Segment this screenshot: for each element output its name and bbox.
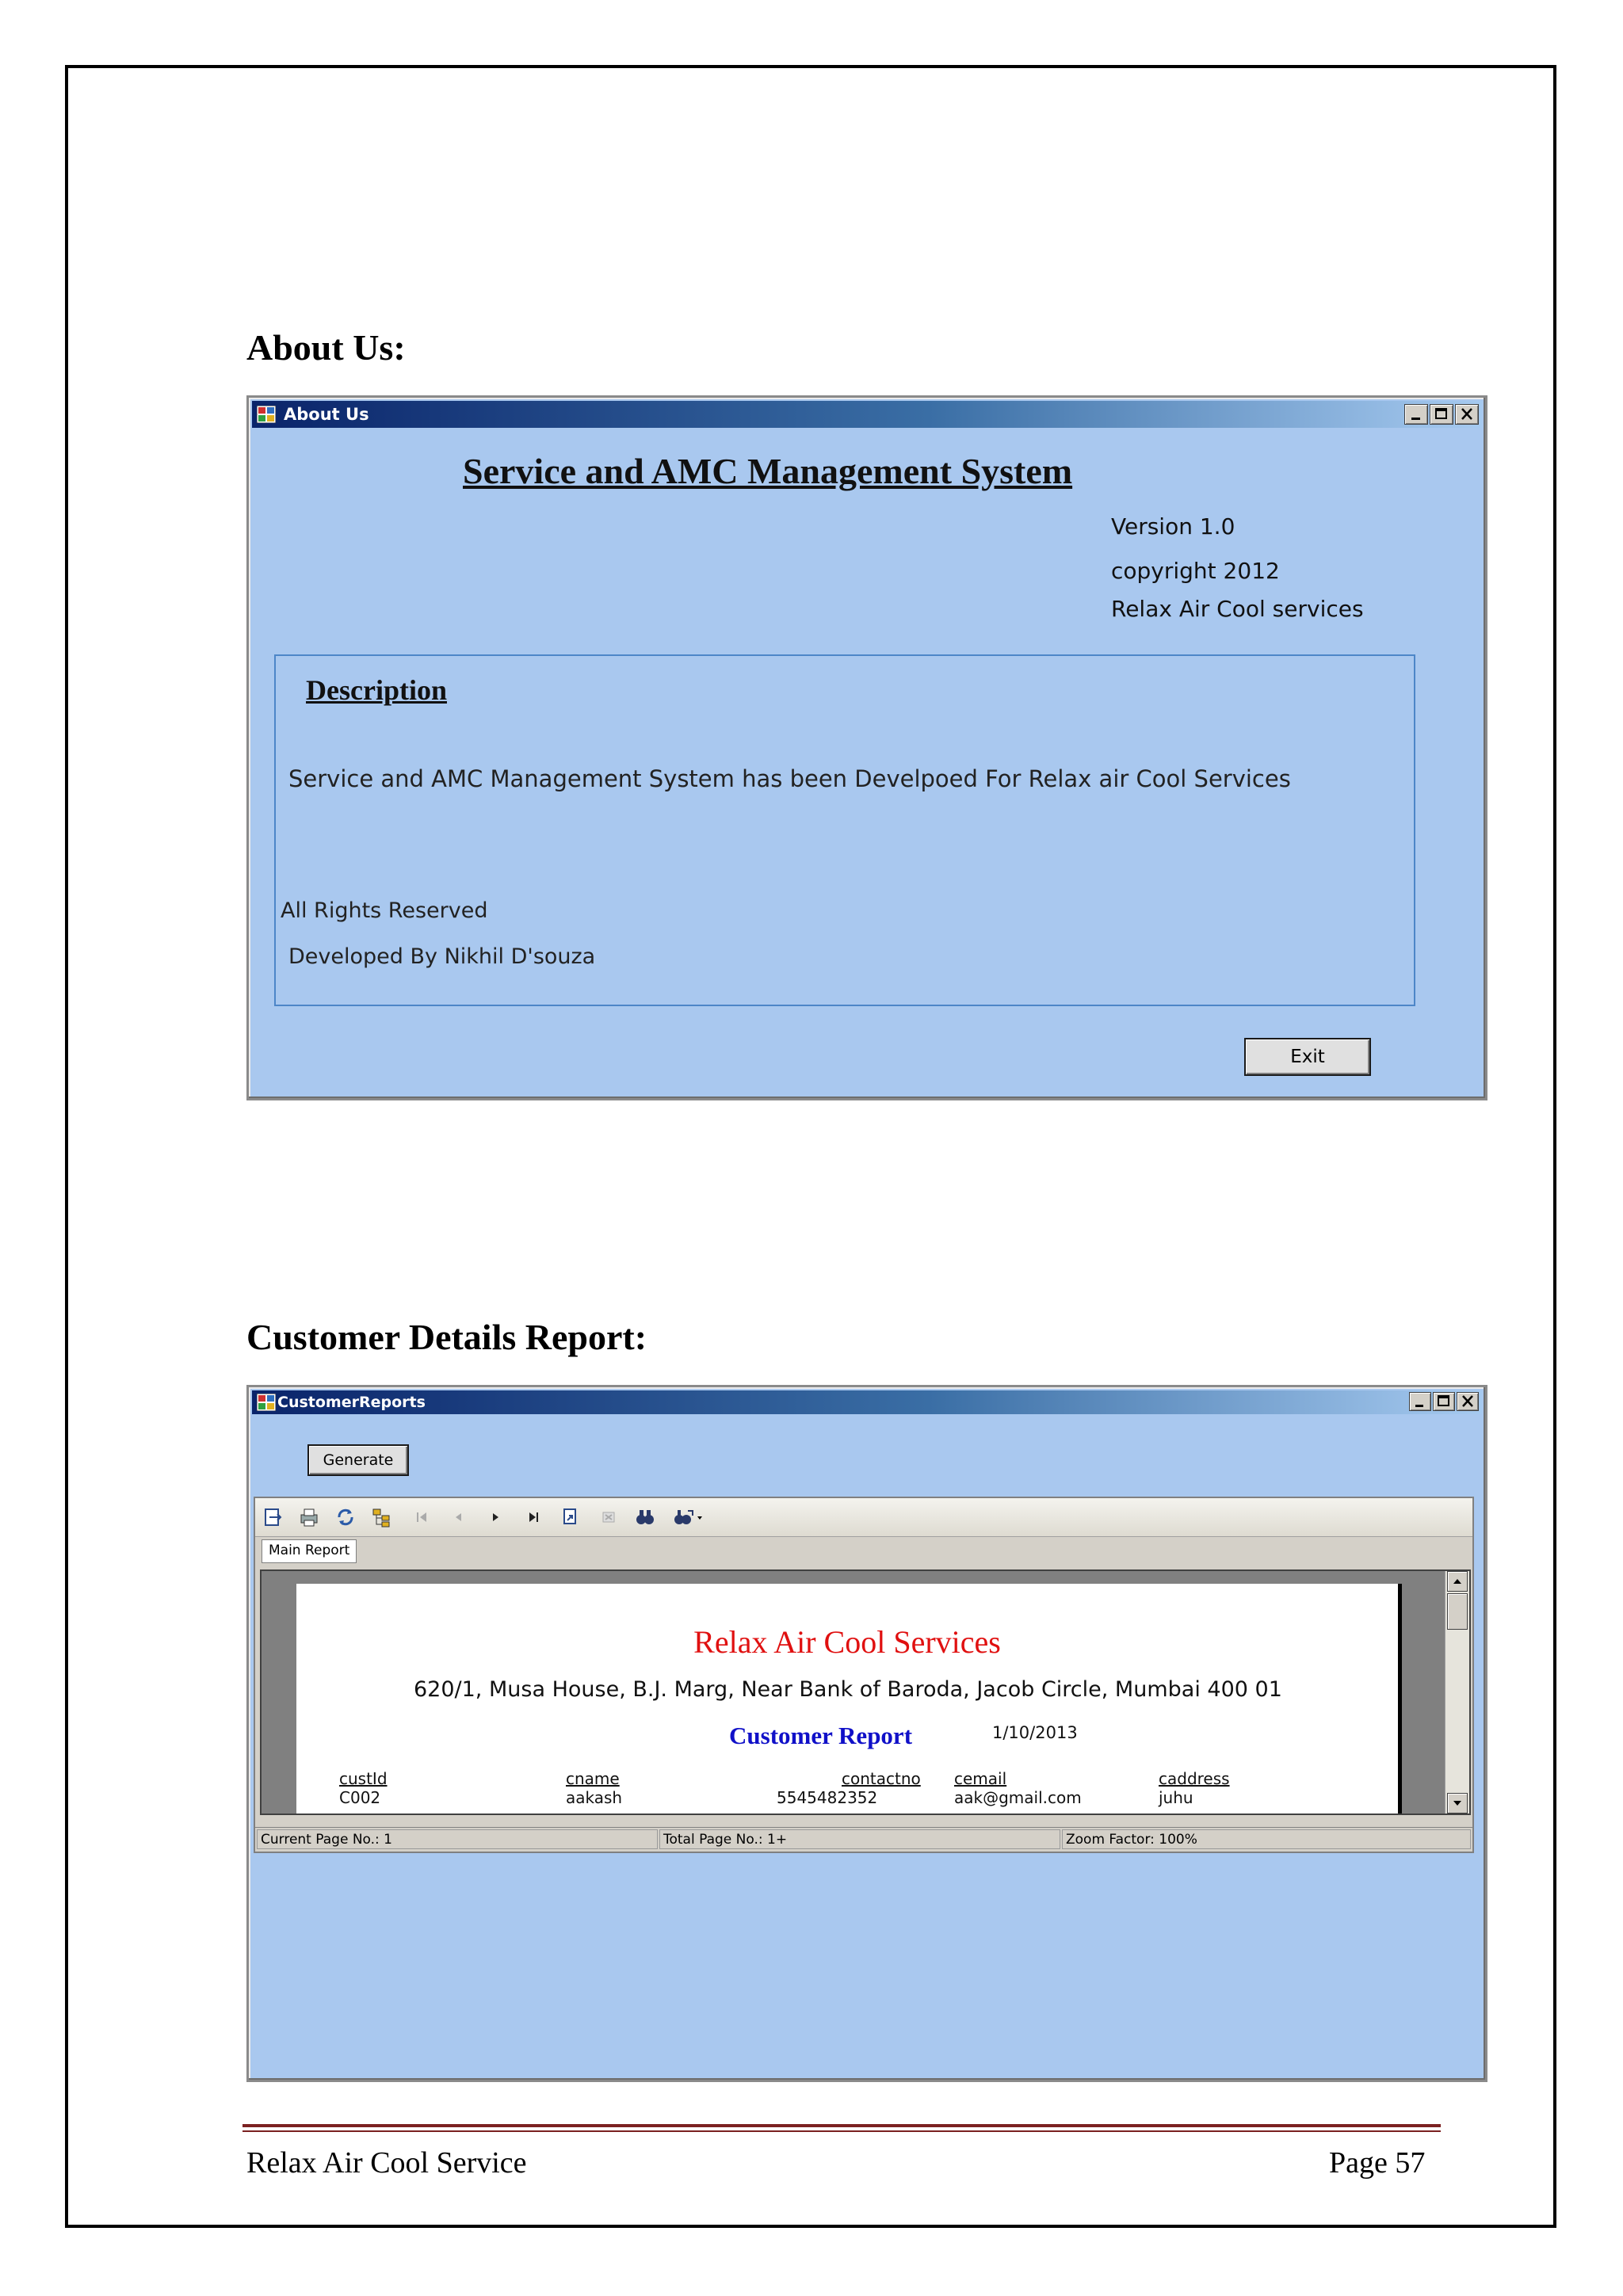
developer-label: Developed By Nikhil D'souza bbox=[288, 944, 596, 969]
report-title: Customer Report bbox=[729, 1722, 913, 1749]
report-page bbox=[296, 1584, 1402, 1814]
copyright-label: copyright 2012 bbox=[1111, 558, 1280, 584]
minimize-button[interactable] bbox=[1404, 404, 1428, 425]
zoom-icon[interactable] bbox=[670, 1506, 705, 1528]
viewer-statusbar bbox=[255, 1827, 1472, 1852]
table-cell-caddress: juhu bbox=[1159, 1788, 1193, 1807]
previous-page-icon[interactable] bbox=[447, 1506, 469, 1528]
tab-main-report[interactable]: Main Report bbox=[262, 1539, 357, 1563]
report-address: 620/1, Musa House, B.J. Marg, Near Bank of Baroda, Jacob Circle, Mumbai 400 01 bbox=[414, 1677, 1282, 1702]
table-cell-custid: C002 bbox=[339, 1788, 381, 1807]
current-page-status: Current Page No.: 1 bbox=[257, 1829, 658, 1849]
app-icon bbox=[257, 406, 276, 423]
about-window bbox=[246, 395, 1487, 1100]
chevron-up-icon bbox=[1448, 1572, 1467, 1591]
group-tree-icon[interactable] bbox=[371, 1506, 393, 1528]
stop-icon[interactable] bbox=[598, 1506, 620, 1528]
app-title: Service and AMC Management System bbox=[463, 451, 1073, 491]
report-window bbox=[246, 1385, 1487, 2082]
report-company-name: Relax Air Cool Services bbox=[693, 1624, 1001, 1660]
report-titlebar[interactable] bbox=[252, 1390, 1482, 1414]
scroll-down-button[interactable] bbox=[1447, 1793, 1468, 1814]
minimize-icon bbox=[1410, 1393, 1430, 1410]
total-pages-status: Total Page No.: 1+ bbox=[659, 1829, 1060, 1849]
description-text: Service and AMC Management System has been Develpoed For Relax air Cool Services bbox=[288, 765, 1291, 792]
table-cell-cname: aakash bbox=[566, 1788, 623, 1807]
close-button[interactable] bbox=[1455, 404, 1479, 425]
close-button[interactable] bbox=[1457, 1392, 1479, 1411]
about-titlebar[interactable] bbox=[252, 401, 1482, 428]
about-window-title: About Us bbox=[284, 405, 369, 424]
column-header-caddress: caddress bbox=[1159, 1769, 1230, 1788]
description-label: Description bbox=[306, 674, 447, 706]
vertical-scrollbar[interactable] bbox=[1445, 1571, 1469, 1814]
report-date: 1/10/2013 bbox=[992, 1723, 1078, 1742]
column-header-cemail: cemail bbox=[954, 1769, 1007, 1788]
report-canvas bbox=[260, 1569, 1471, 1815]
company-label: Relax Air Cool services bbox=[1111, 596, 1364, 622]
page-number: Page 57 bbox=[1329, 2146, 1426, 2180]
maximize-button[interactable] bbox=[1430, 404, 1453, 425]
refresh-icon[interactable] bbox=[334, 1506, 357, 1528]
maximize-button[interactable] bbox=[1433, 1392, 1455, 1411]
minimize-icon bbox=[1405, 405, 1427, 424]
footer-left: Relax Air Cool Service bbox=[246, 2146, 527, 2180]
close-icon bbox=[1456, 405, 1478, 424]
report-window-title: CustomerReports bbox=[277, 1394, 426, 1411]
report-heading: Customer Details Report: bbox=[246, 1317, 647, 1357]
close-icon bbox=[1457, 1393, 1478, 1410]
maximize-icon bbox=[1434, 1393, 1454, 1410]
last-page-icon[interactable] bbox=[523, 1506, 545, 1528]
maximize-icon bbox=[1430, 405, 1453, 424]
rights-label: All Rights Reserved bbox=[281, 898, 488, 923]
report-viewer bbox=[254, 1497, 1474, 1853]
generate-button[interactable]: Generate bbox=[307, 1444, 409, 1476]
scroll-up-button[interactable] bbox=[1447, 1571, 1468, 1592]
goto-page-icon[interactable] bbox=[559, 1506, 582, 1528]
scroll-thumb[interactable] bbox=[1447, 1593, 1468, 1630]
column-header-cname: cname bbox=[566, 1769, 620, 1788]
search-icon[interactable] bbox=[634, 1506, 656, 1528]
column-header-contactno: contactno bbox=[842, 1769, 921, 1788]
first-page-icon[interactable] bbox=[411, 1506, 433, 1528]
exit-button[interactable]: Exit bbox=[1244, 1038, 1371, 1076]
description-groupbox bbox=[274, 654, 1415, 1006]
table-cell-cemail: aak@gmail.com bbox=[954, 1788, 1082, 1807]
version-label: Version 1.0 bbox=[1111, 513, 1235, 540]
print-icon[interactable] bbox=[298, 1506, 320, 1528]
next-page-icon[interactable] bbox=[485, 1506, 507, 1528]
about-heading: About Us: bbox=[246, 327, 406, 368]
footer-rule bbox=[242, 2124, 1441, 2132]
export-icon[interactable] bbox=[262, 1506, 284, 1528]
minimize-button[interactable] bbox=[1409, 1392, 1431, 1411]
chevron-down-icon bbox=[1448, 1794, 1467, 1813]
column-header-custid: custId bbox=[339, 1769, 388, 1788]
table-cell-contactno: 5545482352 bbox=[777, 1788, 878, 1807]
app-icon bbox=[257, 1394, 276, 1411]
zoom-status: Zoom Factor: 100% bbox=[1062, 1829, 1471, 1849]
viewer-toolbar bbox=[255, 1498, 1472, 1537]
